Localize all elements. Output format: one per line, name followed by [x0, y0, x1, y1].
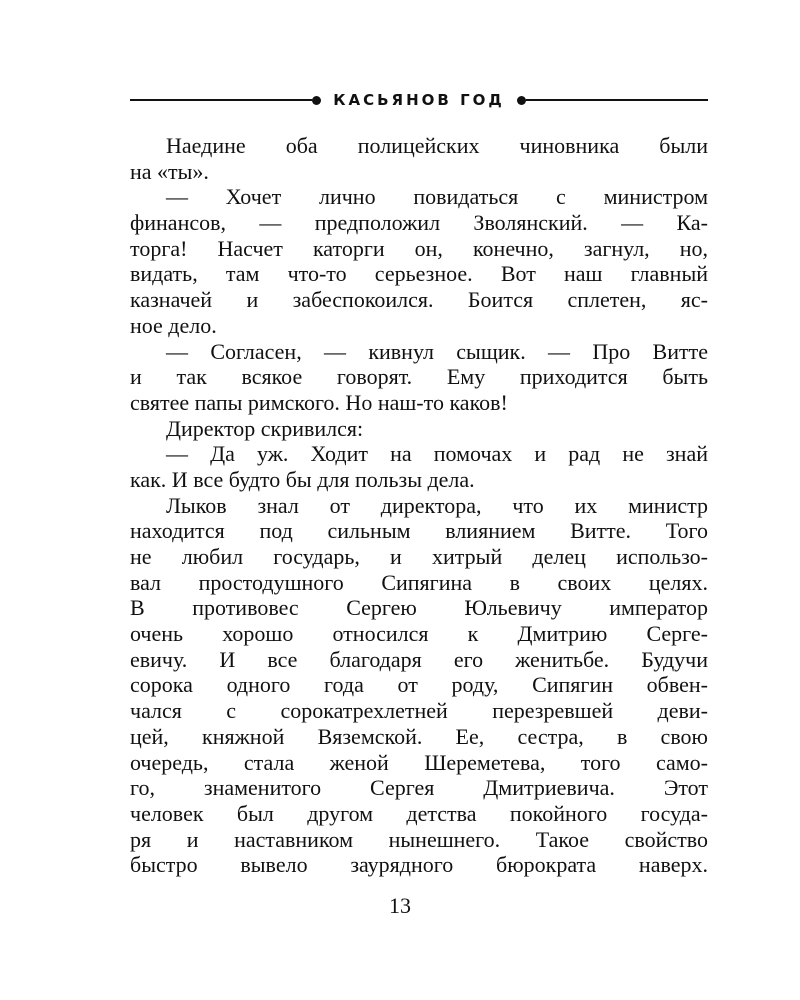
header-rule-right	[526, 99, 708, 101]
running-header-title: КАСЬЯНОВ ГОД	[333, 91, 505, 109]
body-text	[130, 133, 708, 878]
text-line: очень хорошо относился к Дмитрию Серге-	[130, 621, 708, 647]
text-line: Лыков знал от директора, что их министр	[166, 492, 708, 518]
header-rule-left	[130, 99, 312, 101]
text-line: вал простодушного Сипягина в своих целях.	[130, 569, 708, 595]
text-line: ное дело.	[130, 312, 217, 338]
header-dot-left	[312, 96, 321, 105]
running-header	[130, 88, 708, 112]
text-line: ря и наставником нынешнего. Такое свойство	[130, 826, 708, 852]
text-line: человек был другом детства покойного госуда-	[130, 800, 708, 826]
text-line: Директор скривился:	[166, 415, 364, 441]
text-line: чался с сорокатрехлетней перезревшей деви-	[130, 698, 708, 724]
text-line: — Согласен, — кивнул сыщик. — Про Витте	[166, 338, 708, 364]
text-line: очередь, стала женой Шереметева, того само-	[130, 749, 708, 775]
text-line: на «ты».	[130, 158, 209, 184]
text-line: цей, княжной Вяземской. Ее, сестра, в свою	[130, 723, 708, 749]
text-line: не любил государь, и хитрый делец использо-	[130, 544, 708, 569]
text-line: торга! Насчет каторги он, конечно, загнул, но,	[130, 235, 708, 261]
text-line: — Хочет лично повидаться с министром	[166, 184, 708, 210]
text-line: — Да уж. Ходит на помочах и рад не знай	[166, 441, 708, 467]
text-line: и так всякое говорят. Ему приходится быть	[130, 364, 708, 390]
text-line: быстро вывело заурядного бюрократа наверх.	[130, 852, 708, 878]
text-line: видать, там что-то серьезное. Вот наш главный	[130, 261, 708, 287]
text-line: евичу. И все благодаря его женитьбе. Будучи	[130, 646, 708, 672]
text-line: сорока одного года от роду, Сипягин обвен-	[130, 672, 708, 698]
text-line: финансов, — предположил Зволянский. — Ка-	[130, 210, 708, 236]
page-number: 13	[389, 893, 411, 918]
header-dot-right	[517, 96, 526, 105]
text-line: го, знаменитого Сергея Дмитриевича. Этот	[130, 775, 708, 801]
text-line: как. И все будто бы для пользы дела.	[130, 466, 475, 492]
text-line: находится под сильным влиянием Витте. Того	[130, 518, 708, 544]
text-line: святее папы римского. Но наш-то каков!	[130, 389, 508, 415]
text-line: В противовес Сергею Юльевичу император	[130, 595, 708, 621]
text-line: казначей и забеспокоился. Боится сплетен, яс-	[130, 287, 708, 313]
text-line: Наедине оба полицейских чиновника были	[166, 133, 708, 158]
